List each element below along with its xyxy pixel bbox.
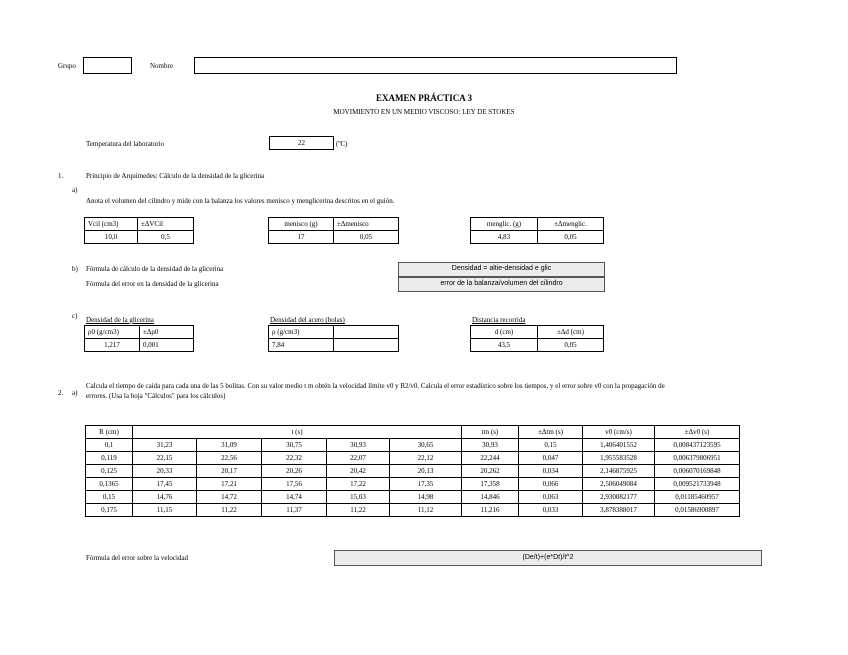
t-cell[interactable]: 14,74 [262,491,327,504]
section1-heading: Principio de Arquímedes: Cálculo de la densidad de la glicerina [86,172,265,180]
rho-header: ρ (g/cm3) [269,326,334,339]
r-cell[interactable]: 0,119 [86,452,133,465]
dtm-cell[interactable]: 0,033 [519,504,583,517]
v0-cell[interactable]: 2,506049084 [583,478,655,491]
menisco-error-header: ±Δmenisco [334,218,399,231]
tm-cell[interactable]: 11,216 [462,504,519,517]
section2-text-line1: Calcula el tiempo de caída para cada una de las 5 bolitas. Con su valor medio t m obtén la velocidad límite v0 y R2/v0. Calcula el error estadístico sobre los tiempos, y el error sobre v0 con la propagación de [86,382,665,390]
rho-value[interactable]: 7,84 [269,339,334,352]
t-cell[interactable]: 22,07 [327,452,390,465]
menglic-error-value[interactable]: 0,05 [538,231,604,244]
rho0-error-header: ±Δρ0 [140,326,194,339]
temperature-input[interactable]: 22 [269,136,334,150]
r-cell[interactable]: 0,125 [86,465,133,478]
section2-a-marker: a) [72,389,78,397]
density-error-input[interactable]: error de la balanza/volumen del cilindro [398,277,605,292]
nombre-input[interactable] [194,57,677,74]
page-title: EXAMEN PRÁCTICA 3 [375,93,472,103]
t-cell[interactable]: 11,15 [133,504,197,517]
temperature-unit: (ºC) [336,140,348,148]
grupo-input[interactable] [83,57,132,74]
header-t: t (s) [133,426,462,439]
dtm-cell[interactable]: 0,066 [519,478,583,491]
vol-error-value[interactable]: 0,5 [138,231,194,244]
t-cell[interactable]: 31,23 [133,439,197,452]
tm-cell[interactable]: 14,846 [462,491,519,504]
header-dv0: ±Δv0 (s) [655,426,740,439]
header-v0: v0 (cm/s) [583,426,655,439]
acero-density-table [268,325,399,352]
header-r: R (cm) [86,426,133,439]
t-cell[interactable]: 14,98 [390,491,462,504]
section1-c-marker: c) [72,312,78,320]
t-cell[interactable]: 11,37 [262,504,327,517]
dv0-cell[interactable]: 0,01185460957 [655,491,740,504]
r-cell[interactable]: 0,15 [86,491,133,504]
v0-cell[interactable]: 3,878388017 [583,504,655,517]
distance-error-value[interactable]: 0,05 [538,339,604,352]
t-cell[interactable]: 11,22 [327,504,390,517]
grupo-label: Grupo [58,62,76,70]
t-cell[interactable]: 22,12 [390,452,462,465]
table-row [86,465,740,478]
r-cell[interactable]: 0,1365 [86,478,133,491]
t-cell[interactable]: 17,45 [133,478,197,491]
t-cell[interactable]: 17,35 [390,478,462,491]
t-cell[interactable]: 20,42 [327,465,390,478]
t-cell[interactable]: 30,75 [262,439,327,452]
table-row [86,491,740,504]
section1-a-text: Anota el volumen del cilindro y mide con la balanza los valores menisco y menglicerina descritos en el guión. [86,197,395,205]
t-cell[interactable]: 20,17 [197,465,262,478]
section1-b-marker: b) [72,265,78,273]
section2-text-line2: errores. (Usa la hoja "Cálculos" para los cálculos) [86,392,226,400]
distance-table [470,325,604,352]
dtm-cell[interactable]: 0,15 [519,439,583,452]
density-error-label: Fórmula del error en la densidad de la glicerina [86,280,219,288]
t-cell[interactable]: 30,65 [390,439,462,452]
dv0-cell[interactable]: 0,006379806951 [655,452,740,465]
t-cell[interactable]: 20,26 [262,465,327,478]
r-cell[interactable]: 0,1 [86,439,133,452]
distance-value[interactable]: 43,5 [471,339,538,352]
menisco-error-value[interactable]: 0,05 [334,231,399,244]
t-cell[interactable]: 31,09 [197,439,262,452]
stokes-table [85,425,740,517]
t-cell[interactable]: 22,56 [197,452,262,465]
menglic-value[interactable]: 4,83 [471,231,538,244]
table-row [86,452,740,465]
acero-density-label: Densidad del acero (bolas) [270,316,345,324]
vol-header: Vcil (cm3) [85,218,138,231]
dv0-cell[interactable]: 0,008437123595 [655,439,740,452]
rho-error-header [334,326,399,339]
velocity-error-formula-input[interactable]: (De/t)+(e*Dt)/t^2 [334,550,762,566]
temperature-label: Temperatura del laboratorio [86,140,165,148]
dv0-cell[interactable]: 0,01586900897 [655,504,740,517]
dv0-cell[interactable]: 0,006070169848 [655,465,740,478]
t-cell[interactable]: 22,32 [262,452,327,465]
volume-table [84,217,194,244]
tm-cell[interactable]: 17,358 [462,478,519,491]
t-cell[interactable]: 14,76 [133,491,197,504]
r-cell[interactable]: 0,175 [86,504,133,517]
v0-cell[interactable]: 2,146875925 [583,465,655,478]
t-cell[interactable]: 17,22 [327,478,390,491]
vol-value[interactable]: 10,0 [85,231,138,244]
tm-cell[interactable]: 20,262 [462,465,519,478]
rho0-header: ρ0 (g/cm3) [85,326,140,339]
menisco-value[interactable]: 17 [269,231,334,244]
velocity-error-label: Fórmula del error sobre la velocidad [86,554,189,562]
table-row [86,439,740,452]
t-cell[interactable]: 11,12 [390,504,462,517]
rho0-error-value[interactable]: 0,001 [140,339,194,352]
header-tm: tm (s) [462,426,519,439]
menglic-error-header: ±Δmenglic. [538,218,604,231]
dtm-cell[interactable]: 0,047 [519,452,583,465]
vol-error-header: ±ΔVCil [138,218,194,231]
menisco-table [268,217,399,244]
glicerina-density-table [84,325,194,352]
distance-error-header: ±Δd (cm) [538,326,604,339]
header-dtm: ±Δtm (s) [519,426,583,439]
menisco-header: menisco (g) [269,218,334,231]
table-row [86,504,740,517]
v0-cell[interactable]: 2,930082177 [583,491,655,504]
table-row [86,478,740,491]
glicerina-density-label: Densidad de la glicerina [86,316,154,324]
v0-cell[interactable]: 1,955583528 [583,452,655,465]
section2-number: 2. [58,389,64,397]
distance-header: d (cm) [471,326,538,339]
page-subtitle: MOVIMIENTO EN UN MEDIO VISCOSO: LEY DE STOKES [333,108,515,116]
v0-cell[interactable]: 1,406401552 [583,439,655,452]
nombre-label: Nombre [150,62,173,70]
dtm-cell[interactable]: 0,063 [519,491,583,504]
dv0-cell[interactable]: 0,009521733948 [655,478,740,491]
rho0-value[interactable]: 1,217 [85,339,140,352]
dtm-cell[interactable]: 0,034 [519,465,583,478]
menglic-header: menglic. (g) [471,218,538,231]
density-formula-input[interactable]: Densidad = altie-densidad e glic [398,262,605,277]
stokes-header-row [86,426,740,439]
t-cell[interactable]: 14,72 [197,491,262,504]
rho-error-value[interactable] [334,339,399,352]
t-cell[interactable]: 17,21 [197,478,262,491]
section1-number: 1. [58,172,64,180]
section1-a-marker: a) [72,186,78,194]
density-formula-label: Fórmula de cálculo de la densidad de la glicerina [86,265,224,273]
tm-cell[interactable]: 22,244 [462,452,519,465]
tm-cell[interactable]: 30,93 [462,439,519,452]
t-cell[interactable]: 15,03 [327,491,390,504]
distance-label: Distancia recorrida [472,316,526,324]
t-cell[interactable]: 22,15 [133,452,197,465]
t-cell[interactable]: 20,33 [133,465,197,478]
t-cell[interactable]: 11,22 [197,504,262,517]
t-cell[interactable]: 17,56 [262,478,327,491]
t-cell[interactable]: 30,93 [327,439,390,452]
menglicerina-table [470,217,604,244]
t-cell[interactable]: 20,13 [390,465,462,478]
